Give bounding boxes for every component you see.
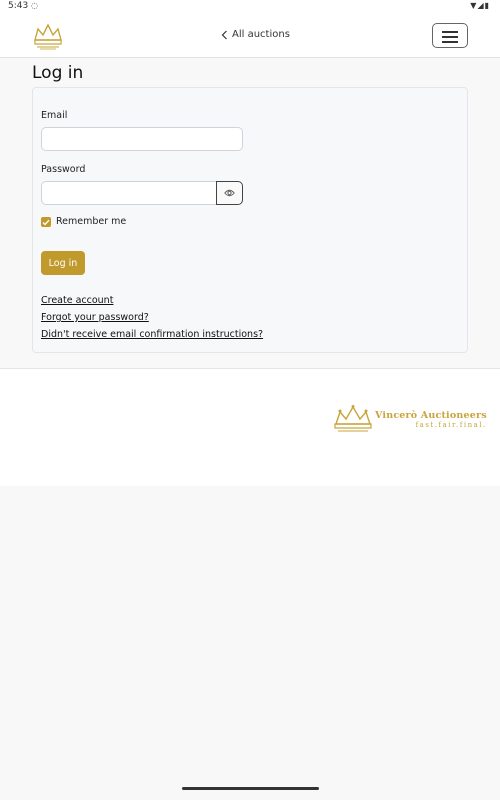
- remember-me-label[interactable]: Remember me: [56, 216, 127, 227]
- footer-brand-name: Vincerò Auctioneers: [375, 409, 487, 421]
- chevron-left-icon: [221, 30, 228, 40]
- checkmark-icon: [42, 219, 50, 226]
- brand-logo[interactable]: [32, 20, 64, 52]
- top-navbar: [0, 14, 500, 58]
- page-title: Log in: [32, 63, 84, 83]
- all-auctions-link[interactable]: [221, 29, 290, 40]
- status-time: 5:43: [8, 1, 29, 11]
- status-bar: [0, 0, 500, 14]
- show-password-button[interactable]: [216, 181, 243, 205]
- create-account-link[interactable]: Create account: [41, 295, 114, 306]
- forgot-password-link[interactable]: Forgot your password?: [41, 312, 149, 323]
- signal-icon: ◢: [477, 1, 485, 10]
- email-field[interactable]: [41, 127, 243, 151]
- email-label: Email: [41, 110, 68, 121]
- hamburger-line: [442, 31, 458, 33]
- footer-tagline: fast.fair.final.: [415, 420, 487, 429]
- footer-logo: [333, 404, 487, 434]
- crown-logo-icon: [32, 20, 64, 52]
- password-field[interactable]: [41, 181, 217, 205]
- system-icons: [470, 1, 490, 10]
- crown-logo-icon: [333, 404, 373, 434]
- notification-icon: ◌: [31, 1, 38, 10]
- hamburger-line: [442, 41, 458, 43]
- wifi-icon: ▼: [470, 1, 478, 10]
- battery-icon: ▮: [484, 1, 490, 10]
- login-button[interactable]: Log in: [41, 251, 85, 275]
- all-auctions-label: All auctions: [232, 29, 290, 40]
- hamburger-line: [442, 36, 458, 38]
- footer: [0, 368, 500, 486]
- menu-toggle-button[interactable]: [432, 23, 468, 48]
- home-indicator[interactable]: [182, 787, 319, 790]
- remember-me-checkbox[interactable]: [41, 217, 51, 227]
- login-card: [32, 87, 468, 353]
- password-label: Password: [41, 164, 86, 175]
- resend-confirmation-link[interactable]: Didn't receive email confirmation instructions?: [41, 329, 264, 340]
- eye-icon: [224, 189, 235, 197]
